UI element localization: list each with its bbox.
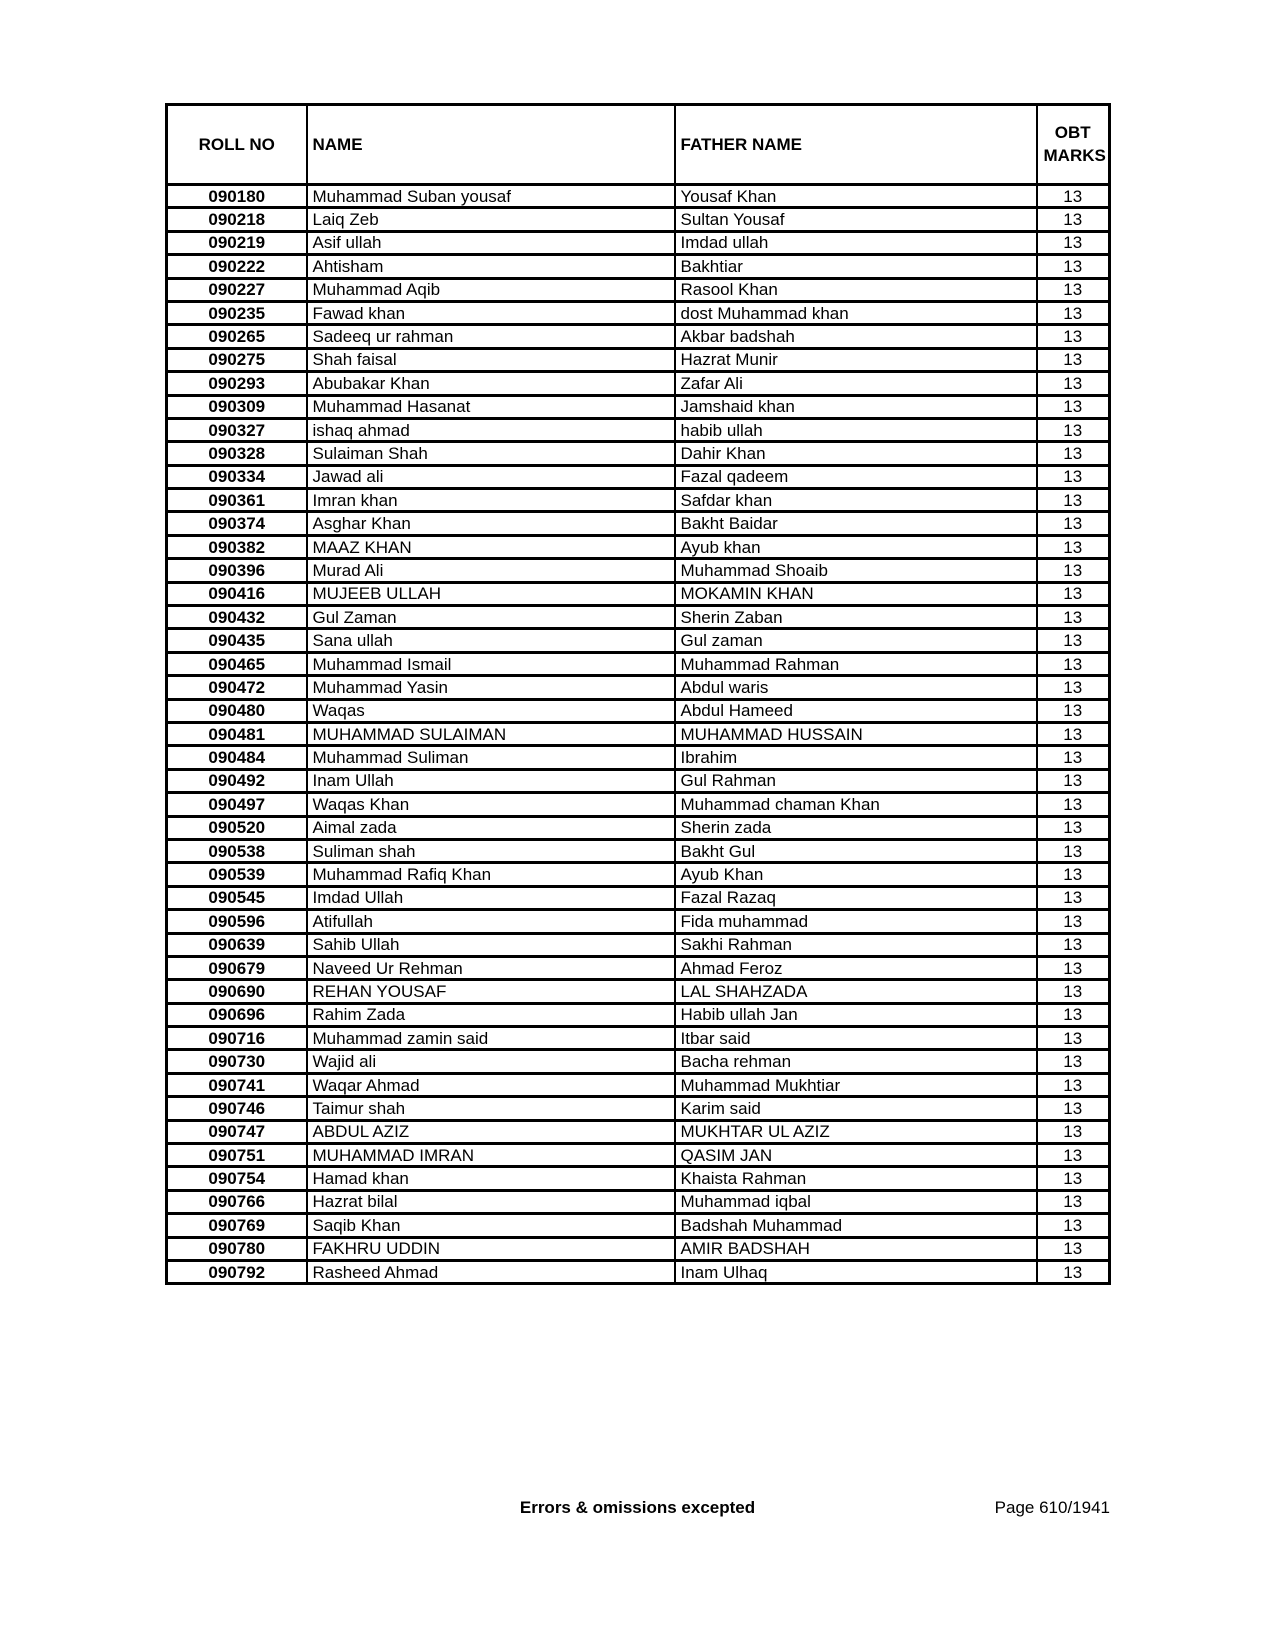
name-cell: Murad Ali xyxy=(307,559,675,582)
father-name-cell: Badshah Muhammad xyxy=(675,1214,1037,1237)
father-name-cell: Ibrahim xyxy=(675,746,1037,769)
father-name-cell: Inam Ulhaq xyxy=(675,1260,1037,1283)
table-row xyxy=(167,231,1110,254)
table-row xyxy=(167,1097,1110,1120)
roll-no-cell: 090696 xyxy=(167,1003,307,1026)
name-cell: Muhammad Aqib xyxy=(307,278,675,301)
name-cell: Wajid ali xyxy=(307,1050,675,1073)
roll-no-cell: 090690 xyxy=(167,980,307,1003)
father-name-cell: Bacha rehman xyxy=(675,1050,1037,1073)
roll-no-cell: 090520 xyxy=(167,816,307,839)
father-name-cell: Muhammad iqbal xyxy=(675,1190,1037,1213)
marks-cell: 13 xyxy=(1037,1260,1110,1283)
roll-no-cell: 090769 xyxy=(167,1214,307,1237)
father-name-cell: LAL SHAHZADA xyxy=(675,980,1037,1003)
roll-no-cell: 090538 xyxy=(167,839,307,862)
name-cell: REHAN YOUSAF xyxy=(307,980,675,1003)
table-row xyxy=(167,910,1110,933)
name-cell: ABDUL AZIZ xyxy=(307,1120,675,1143)
table-row xyxy=(167,676,1110,699)
father-name-cell: MOKAMIN KHAN xyxy=(675,582,1037,605)
father-name-cell: Gul zaman xyxy=(675,629,1037,652)
roll-no-cell: 090222 xyxy=(167,255,307,278)
name-cell: MUJEEB ULLAH xyxy=(307,582,675,605)
table-row xyxy=(167,1003,1110,1026)
name-cell: Saqib Khan xyxy=(307,1214,675,1237)
father-name-cell: QASIM JAN xyxy=(675,1144,1037,1167)
roll-no-cell: 090741 xyxy=(167,1073,307,1096)
table-row xyxy=(167,1027,1110,1050)
roll-no-cell: 090218 xyxy=(167,208,307,231)
father-name-cell: Sultan Yousaf xyxy=(675,208,1037,231)
table-row xyxy=(167,395,1110,418)
name-cell: Suliman shah xyxy=(307,839,675,862)
father-name-cell: AMIR BADSHAH xyxy=(675,1237,1037,1260)
marks-cell: 13 xyxy=(1037,372,1110,395)
table-row xyxy=(167,1190,1110,1213)
table-row xyxy=(167,793,1110,816)
marks-cell: 13 xyxy=(1037,1097,1110,1120)
marks-cell: 13 xyxy=(1037,1050,1110,1073)
table-row xyxy=(167,886,1110,909)
marks-cell: 13 xyxy=(1037,1144,1110,1167)
marks-cell: 13 xyxy=(1037,746,1110,769)
name-cell: Hamad khan xyxy=(307,1167,675,1190)
table-row xyxy=(167,933,1110,956)
marks-cell: 13 xyxy=(1037,442,1110,465)
marks-cell: 13 xyxy=(1037,325,1110,348)
father-name-cell: Abdul Hameed xyxy=(675,699,1037,722)
table-row xyxy=(167,629,1110,652)
roll-no-cell: 090746 xyxy=(167,1097,307,1120)
table-row xyxy=(167,208,1110,231)
roll-no-cell: 090396 xyxy=(167,559,307,582)
name-cell: Waqas Khan xyxy=(307,793,675,816)
table-row xyxy=(167,1050,1110,1073)
roll-no-cell: 090432 xyxy=(167,606,307,629)
header-obt-marks: OBT MARKS xyxy=(1037,105,1110,185)
table-row xyxy=(167,1260,1110,1283)
marks-cell: 13 xyxy=(1037,1237,1110,1260)
name-cell: Naveed Ur Rehman xyxy=(307,956,675,979)
name-cell: Muhammad zamin said xyxy=(307,1027,675,1050)
marks-cell: 13 xyxy=(1037,629,1110,652)
marks-cell: 13 xyxy=(1037,1073,1110,1096)
table-row xyxy=(167,185,1110,208)
father-name-cell: Jamshaid khan xyxy=(675,395,1037,418)
name-cell: Abubakar Khan xyxy=(307,372,675,395)
name-cell: MUHAMMAD SULAIMAN xyxy=(307,722,675,745)
name-cell: Sana ullah xyxy=(307,629,675,652)
roll-no-cell: 090219 xyxy=(167,231,307,254)
roll-no-cell: 090481 xyxy=(167,722,307,745)
name-cell: Imran khan xyxy=(307,489,675,512)
father-name-cell: Ahmad Feroz xyxy=(675,956,1037,979)
roll-no-cell: 090596 xyxy=(167,910,307,933)
marks-cell: 13 xyxy=(1037,185,1110,208)
marks-cell: 13 xyxy=(1037,956,1110,979)
name-cell: Muhammad Suban yousaf xyxy=(307,185,675,208)
roll-no-cell: 090766 xyxy=(167,1190,307,1213)
name-cell: Shah faisal xyxy=(307,348,675,371)
father-name-cell: Sherin zada xyxy=(675,816,1037,839)
marks-cell: 13 xyxy=(1037,933,1110,956)
name-cell: Muhammad Yasin xyxy=(307,676,675,699)
table-row xyxy=(167,418,1110,441)
table-row xyxy=(167,606,1110,629)
footer-page-number: Page 610/1941 xyxy=(994,1498,1110,1517)
header-name: NAME xyxy=(307,105,675,185)
name-cell: Imdad Ullah xyxy=(307,886,675,909)
marks-cell: 13 xyxy=(1037,606,1110,629)
roll-no-cell: 090309 xyxy=(167,395,307,418)
marks-cell: 13 xyxy=(1037,535,1110,558)
name-cell: Inam Ullah xyxy=(307,769,675,792)
table-row xyxy=(167,489,1110,512)
roll-no-cell: 090639 xyxy=(167,933,307,956)
table-row xyxy=(167,863,1110,886)
father-name-cell: Itbar said xyxy=(675,1027,1037,1050)
marks-cell: 13 xyxy=(1037,559,1110,582)
marks-cell: 13 xyxy=(1037,1214,1110,1237)
name-cell: Sahib Ullah xyxy=(307,933,675,956)
table-row xyxy=(167,1144,1110,1167)
header-father-name: FATHER NAME xyxy=(675,105,1037,185)
table-row xyxy=(167,1073,1110,1096)
roll-no-cell: 090780 xyxy=(167,1237,307,1260)
father-name-cell: Gul Rahman xyxy=(675,769,1037,792)
roll-no-cell: 090484 xyxy=(167,746,307,769)
father-name-cell: habib ullah xyxy=(675,418,1037,441)
roll-no-cell: 090545 xyxy=(167,886,307,909)
roll-no-cell: 090328 xyxy=(167,442,307,465)
roll-no-cell: 090747 xyxy=(167,1120,307,1143)
marks-cell: 13 xyxy=(1037,1003,1110,1026)
marks-cell: 13 xyxy=(1037,418,1110,441)
roll-no-cell: 090327 xyxy=(167,418,307,441)
father-name-cell: Sherin Zaban xyxy=(675,606,1037,629)
roll-no-cell: 090751 xyxy=(167,1144,307,1167)
name-cell: Muhammad Suliman xyxy=(307,746,675,769)
table-row xyxy=(167,1237,1110,1260)
father-name-cell: Bakht Baidar xyxy=(675,512,1037,535)
father-name-cell: MUHAMMAD HUSSAIN xyxy=(675,722,1037,745)
marks-cell: 13 xyxy=(1037,1120,1110,1143)
marks-cell: 13 xyxy=(1037,278,1110,301)
father-name-cell: Sakhi Rahman xyxy=(675,933,1037,956)
table-row xyxy=(167,769,1110,792)
marks-cell: 13 xyxy=(1037,652,1110,675)
marks-cell: 13 xyxy=(1037,769,1110,792)
roll-no-cell: 090679 xyxy=(167,956,307,979)
father-name-cell: Safdar khan xyxy=(675,489,1037,512)
marks-cell: 13 xyxy=(1037,839,1110,862)
marks-cell: 13 xyxy=(1037,1190,1110,1213)
name-cell: Muhammad Ismail xyxy=(307,652,675,675)
roll-no-cell: 090792 xyxy=(167,1260,307,1283)
name-cell: Waqas xyxy=(307,699,675,722)
marks-cell: 13 xyxy=(1037,582,1110,605)
father-name-cell: Muhammad chaman Khan xyxy=(675,793,1037,816)
table-row xyxy=(167,559,1110,582)
table-row xyxy=(167,699,1110,722)
roll-no-cell: 090180 xyxy=(167,185,307,208)
table-row xyxy=(167,442,1110,465)
table-row xyxy=(167,582,1110,605)
table-row xyxy=(167,465,1110,488)
roll-no-cell: 090472 xyxy=(167,676,307,699)
marks-cell: 13 xyxy=(1037,1167,1110,1190)
roll-no-cell: 090730 xyxy=(167,1050,307,1073)
roll-no-cell: 090492 xyxy=(167,769,307,792)
name-cell: Rasheed Ahmad xyxy=(307,1260,675,1283)
marks-cell: 13 xyxy=(1037,255,1110,278)
name-cell: Muhammad Hasanat xyxy=(307,395,675,418)
name-cell: Atifullah xyxy=(307,910,675,933)
roll-no-cell: 090480 xyxy=(167,699,307,722)
father-name-cell: Khaista Rahman xyxy=(675,1167,1037,1190)
father-name-cell: Fazal Razaq xyxy=(675,886,1037,909)
marks-cell: 13 xyxy=(1037,676,1110,699)
marks-cell: 13 xyxy=(1037,1027,1110,1050)
table-row xyxy=(167,956,1110,979)
table-row xyxy=(167,325,1110,348)
roll-no-cell: 090334 xyxy=(167,465,307,488)
father-name-cell: Fazal qadeem xyxy=(675,465,1037,488)
table-row xyxy=(167,1120,1110,1143)
marks-cell: 13 xyxy=(1037,886,1110,909)
father-name-cell: Abdul waris xyxy=(675,676,1037,699)
roll-no-cell: 090361 xyxy=(167,489,307,512)
table-row xyxy=(167,746,1110,769)
father-name-cell: MUKHTAR UL AZIZ xyxy=(675,1120,1037,1143)
header-roll-no: ROLL NO xyxy=(167,105,307,185)
name-cell: Aimal zada xyxy=(307,816,675,839)
father-name-cell: Bakhtiar xyxy=(675,255,1037,278)
father-name-cell: Muhammad Rahman xyxy=(675,652,1037,675)
roll-no-cell: 090435 xyxy=(167,629,307,652)
marks-cell: 13 xyxy=(1037,301,1110,324)
name-cell: Taimur shah xyxy=(307,1097,675,1120)
table-row xyxy=(167,255,1110,278)
roll-no-cell: 090374 xyxy=(167,512,307,535)
name-cell: Rahim Zada xyxy=(307,1003,675,1026)
father-name-cell: dost Muhammad khan xyxy=(675,301,1037,324)
marks-cell: 13 xyxy=(1037,699,1110,722)
page-footer xyxy=(0,1498,1275,1520)
results-table-header xyxy=(167,105,1110,185)
roll-no-cell: 090465 xyxy=(167,652,307,675)
name-cell: Fawad khan xyxy=(307,301,675,324)
marks-cell: 13 xyxy=(1037,910,1110,933)
name-cell: Waqar Ahmad xyxy=(307,1073,675,1096)
father-name-cell: Muhammad Mukhtiar xyxy=(675,1073,1037,1096)
table-row xyxy=(167,722,1110,745)
marks-cell: 13 xyxy=(1037,465,1110,488)
name-cell: Jawad ali xyxy=(307,465,675,488)
name-cell: FAKHRU UDDIN xyxy=(307,1237,675,1260)
table-row xyxy=(167,1214,1110,1237)
name-cell: Asif ullah xyxy=(307,231,675,254)
name-cell: MAAZ KHAN xyxy=(307,535,675,558)
name-cell: Laiq Zeb xyxy=(307,208,675,231)
father-name-cell: Fida muhammad xyxy=(675,910,1037,933)
table-row xyxy=(167,839,1110,862)
marks-cell: 13 xyxy=(1037,863,1110,886)
results-table xyxy=(165,103,1111,1285)
roll-no-cell: 090227 xyxy=(167,278,307,301)
marks-cell: 13 xyxy=(1037,793,1110,816)
marks-cell: 13 xyxy=(1037,231,1110,254)
father-name-cell: Bakht Gul xyxy=(675,839,1037,862)
roll-no-cell: 090275 xyxy=(167,348,307,371)
roll-no-cell: 090754 xyxy=(167,1167,307,1190)
marks-cell: 13 xyxy=(1037,980,1110,1003)
father-name-cell: Karim said xyxy=(675,1097,1037,1120)
marks-cell: 13 xyxy=(1037,348,1110,371)
name-cell: ishaq ahmad xyxy=(307,418,675,441)
name-cell: Gul Zaman xyxy=(307,606,675,629)
footer-disclaimer: Errors & omissions excepted xyxy=(519,1498,756,1517)
marks-cell: 13 xyxy=(1037,816,1110,839)
father-name-cell: Habib ullah Jan xyxy=(675,1003,1037,1026)
name-cell: MUHAMMAD IMRAN xyxy=(307,1144,675,1167)
marks-cell: 13 xyxy=(1037,395,1110,418)
father-name-cell: Ayub khan xyxy=(675,535,1037,558)
father-name-cell: Imdad ullah xyxy=(675,231,1037,254)
table-row xyxy=(167,652,1110,675)
table-row xyxy=(167,301,1110,324)
marks-cell: 13 xyxy=(1037,722,1110,745)
roll-no-cell: 090235 xyxy=(167,301,307,324)
table-row xyxy=(167,980,1110,1003)
table-row xyxy=(167,816,1110,839)
marks-cell: 13 xyxy=(1037,489,1110,512)
father-name-cell: Muhammad Shoaib xyxy=(675,559,1037,582)
name-cell: Hazrat bilal xyxy=(307,1190,675,1213)
marks-cell: 13 xyxy=(1037,208,1110,231)
table-row xyxy=(167,535,1110,558)
table-row xyxy=(167,512,1110,535)
roll-no-cell: 090293 xyxy=(167,372,307,395)
father-name-cell: Ayub Khan xyxy=(675,863,1037,886)
roll-no-cell: 090497 xyxy=(167,793,307,816)
table-row xyxy=(167,372,1110,395)
results-table-body xyxy=(167,185,1110,1284)
marks-cell: 13 xyxy=(1037,512,1110,535)
father-name-cell: Zafar Ali xyxy=(675,372,1037,395)
father-name-cell: Dahir Khan xyxy=(675,442,1037,465)
father-name-cell: Rasool Khan xyxy=(675,278,1037,301)
name-cell: Asghar Khan xyxy=(307,512,675,535)
roll-no-cell: 090382 xyxy=(167,535,307,558)
father-name-cell: Akbar badshah xyxy=(675,325,1037,348)
table-row xyxy=(167,278,1110,301)
header-row xyxy=(167,105,1110,185)
father-name-cell: Hazrat Munir xyxy=(675,348,1037,371)
table-row xyxy=(167,348,1110,371)
roll-no-cell: 090539 xyxy=(167,863,307,886)
father-name-cell: Yousaf Khan xyxy=(675,185,1037,208)
name-cell: Ahtisham xyxy=(307,255,675,278)
roll-no-cell: 090416 xyxy=(167,582,307,605)
table-row xyxy=(167,1167,1110,1190)
roll-no-cell: 090265 xyxy=(167,325,307,348)
name-cell: Muhammad Rafiq Khan xyxy=(307,863,675,886)
name-cell: Sadeeq ur rahman xyxy=(307,325,675,348)
name-cell: Sulaiman Shah xyxy=(307,442,675,465)
roll-no-cell: 090716 xyxy=(167,1027,307,1050)
